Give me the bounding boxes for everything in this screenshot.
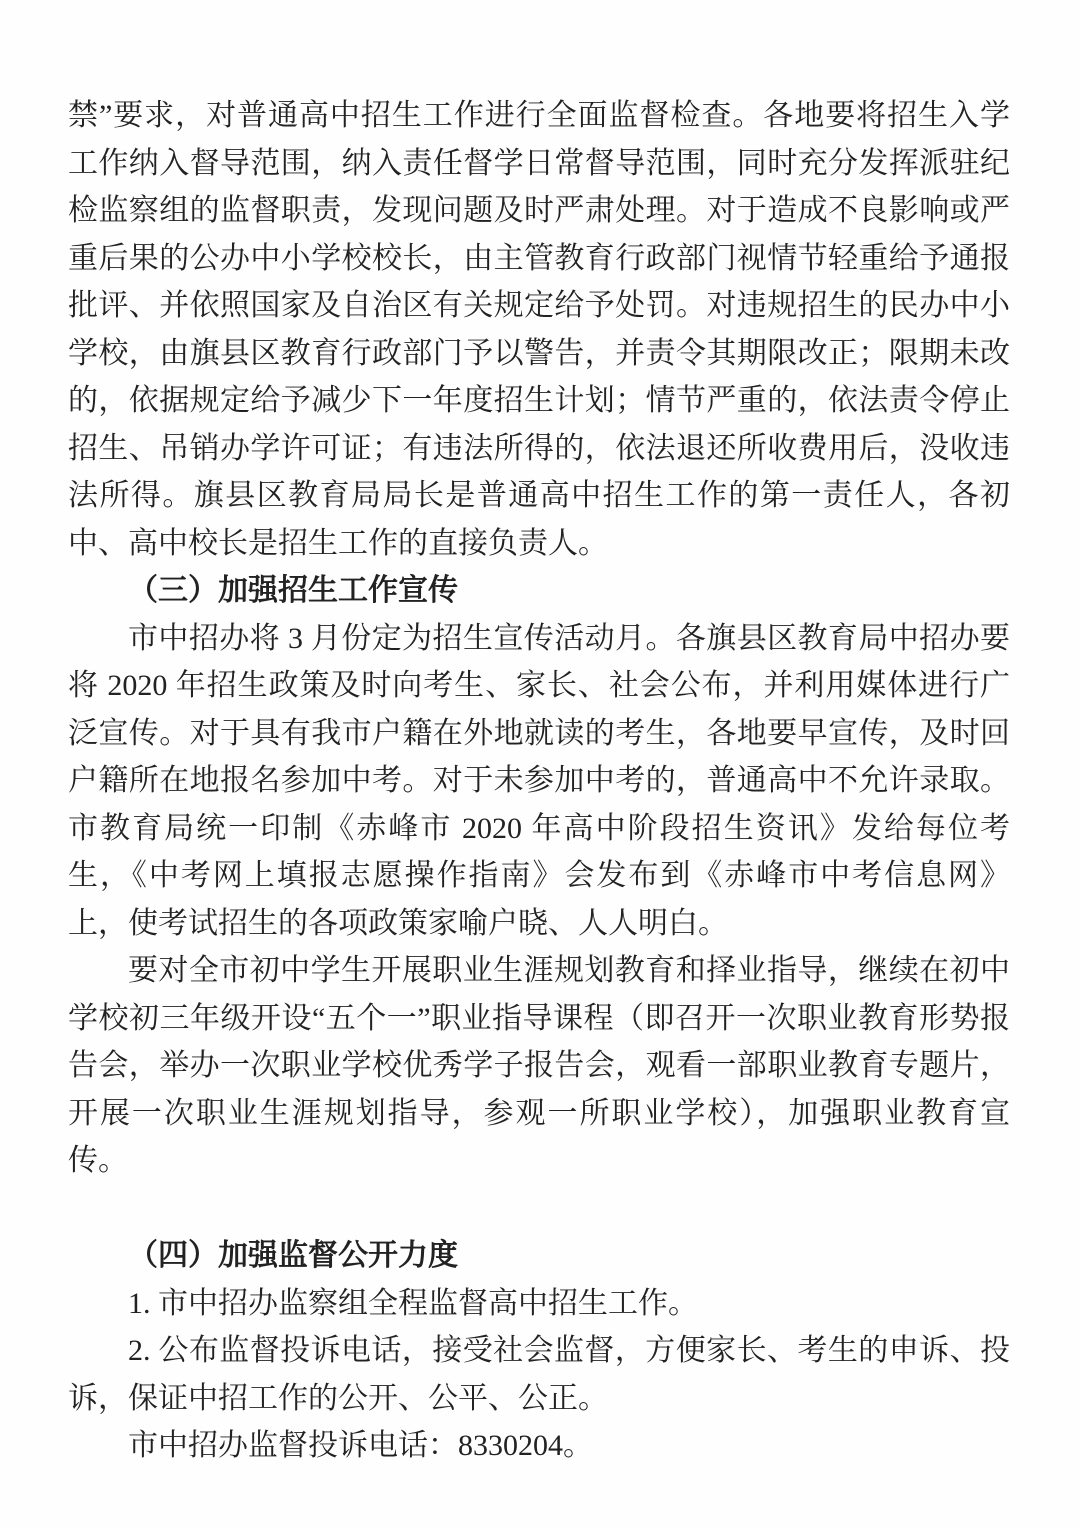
paragraph-career-guidance: 要对全市初中学生开展职业生涯规划教育和择业指导，继续在初中学校初三年级开设“五个一”职业指导课程（即召开一次职业教育形势报告会，举办一次职业学校优秀学子报告会，观看一部职业教育专题片，开展一次职业生涯规划指导，参观一所职业学校），加强职业教育宣传。 [68,954,1010,1177]
section-heading-4-supervision-openness: （四）加强监督公开力度 [128,1239,458,1272]
paragraph-item-2-complaint-hotline: 2. 公布监督投诉电话，接受社会监督，方便家长、考生的申诉、投诉，保证中招工作的公开、公平、公正。 [68,1334,1010,1415]
paragraph-publicity-month: 市中招办将 3 月份定为招生宣传活动月。各旗县区教育局中招办要将 2020 年招生政策及时向考生、家长、社会公布，并利用媒体进行广泛宣传。对于具有我市户籍在外地就读的考生，各地要早宣传，及时回户籍所在地报名参加中考。对于未参加中考的，普通高中不允许录取。市教育局统一印制《赤峰市 2020 年高中阶段招生资讯》发给每位考生，《中考网上填报志愿操作指南》会发布到《赤峰市中考信息网》上，使考试招生的各项政策家喻户晓、人人明白。 [68,621,1010,940]
paragraph-hotline-number: 市中招办监督投诉电话：8330204。 [128,1429,593,1462]
section-heading-3-enrollment-publicity: （三）加强招生工作宣传 [128,574,458,607]
paragraph-item-1-supervision-group: 1. 市中招办监察组全程监督高中招生工作。 [128,1286,698,1320]
paragraph-supervision-discipline: 禁”要求，对普通高中招生工作进行全面监督检查。各地要将招生入学工作纳入督导范围，纳入责任督学日常督导范围，同时充分发挥派驻纪检监察组的监督职责，发现问题及时严肃处理。对于造成不良影响或严重后果的公办中小学校校长，由主管教育行政部门视情节轻重给予通报批评、并依照国家及自治区有关规定给予处罚。对违规招生的民办中小学校，由旗县区教育行政部门予以警告，并责令其期限改正；限期未改的，依据规定给予减少下一年度招生计划；情节严重的，依法责令停止招生、吊销办学许可证；有违法所得的，依法退还所收费用后，没收违法所得。旗县区教育局局长是普通高中招生工作的第一责任人，各初中、高中校长是招生工作的直接负责人。 [68,99,1010,560]
